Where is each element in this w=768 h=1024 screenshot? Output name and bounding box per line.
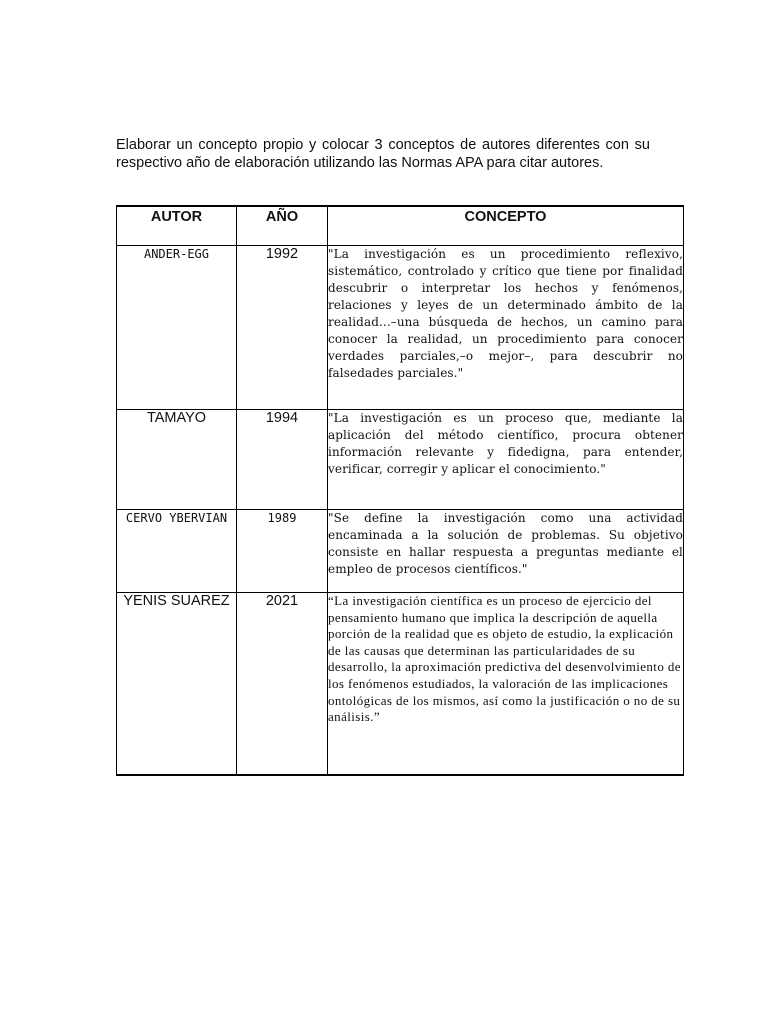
header-concept: CONCEPTO — [328, 206, 684, 246]
year-cell: 2021 — [237, 593, 328, 776]
author-cell: TAMAYO — [117, 410, 237, 510]
concept-cell: "Se define la investigación como una actividad encaminada a la solución de problemas. Su objetivo consiste en hallar respuesta a preguntas mediante el empleo de procesos científicos." — [328, 510, 684, 593]
table-row — [117, 510, 684, 593]
table-row — [117, 410, 684, 510]
author-cell: CERVO YBERVIAN — [117, 510, 237, 593]
year-cell: 1994 — [237, 410, 328, 510]
concepts-table — [116, 205, 684, 776]
table-row — [117, 246, 684, 410]
author-cell: ANDER-EGG — [117, 246, 237, 410]
year-cell: 1992 — [237, 246, 328, 410]
header-year: AÑO — [237, 206, 328, 246]
concept-cell: “La investigación científica es un proceso de ejercicio del pensamiento humano que implica la descripción de aquella porción de la realidad que es objeto de estudio, la explicación de las causas que determinan las particularidades de su desarrollo, la aproximación predictiva del desenvolvimiento de los fenómenos estudiados, la valoración de las implicaciones ontológicas de los mismos, así como la justificación o no de su análisis.” — [328, 593, 684, 776]
table-header-row — [117, 206, 684, 246]
table-row — [117, 593, 684, 776]
author-cell: YENIS SUAREZ — [117, 593, 237, 776]
concept-cell: "La investigación es un procedimiento reflexivo, sistemático, controlado y crítico que tiene por finalidad descubrir o interpretar los hechos y fenómenos, relaciones y leyes de un determinado ámbito de la realidad...–una búsqueda de hechos, un camino para conocer la realidad, un procedimiento para conocer verdades parciales,–o mejor–, para descubrir no falsedades parciales." — [328, 246, 684, 410]
concept-cell: "La investigación es un proceso que, mediante la aplicación del método científico, procura obtener información relevante y fidedigna, para entender, verificar, corregir y aplicar el conocimiento." — [328, 410, 684, 510]
year-cell: 1989 — [237, 510, 328, 593]
header-author: AUTOR — [117, 206, 237, 246]
instructions-paragraph: Elaborar un concepto propio y colocar 3 conceptos de autores diferentes con su respectivo año de elaboración utilizando las Normas APA para citar autores. — [116, 137, 650, 171]
